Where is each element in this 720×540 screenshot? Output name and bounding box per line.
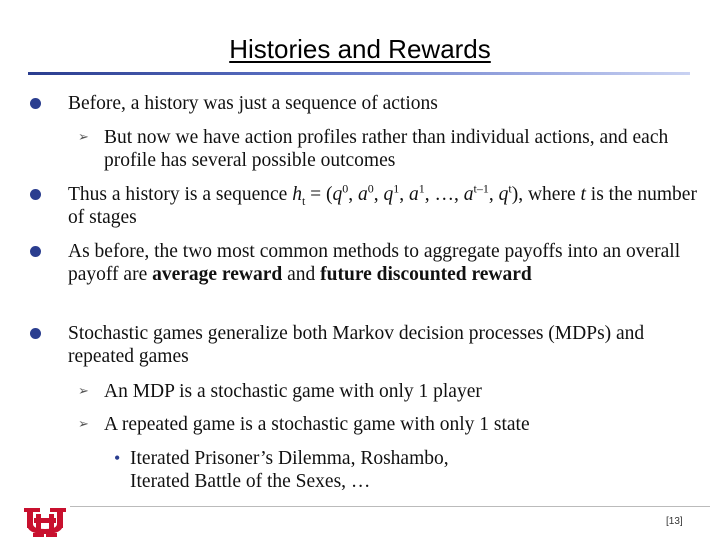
math-sup: t–1 <box>473 181 489 196</box>
math-q1: q <box>383 184 394 205</box>
math-sup: 0 <box>342 181 349 196</box>
bullet-history-before <box>68 92 698 115</box>
bullet-dot <box>30 328 41 339</box>
bullet-history-sequence <box>68 183 698 229</box>
small-bullet-icon: • <box>114 448 121 468</box>
bullet-dot <box>30 246 41 257</box>
bullet-stochastic-games <box>68 322 698 368</box>
subbullet-action-profiles <box>78 126 694 172</box>
math-part: ), where <box>511 184 581 205</box>
bullet-text-part: Thus a history is a sequence <box>68 184 293 205</box>
math-sep: , <box>373 184 384 205</box>
math-sup: 0 <box>367 181 374 196</box>
subbullet-repeated-game <box>78 413 694 436</box>
arrow-bullet-icon: ➢ <box>78 384 89 399</box>
arrow-bullet-icon: ➢ <box>78 417 89 432</box>
bullet-text-part: As before, the two most common methods to aggregate payoffs into an overall payoff are <box>68 241 681 285</box>
subsubbullet-text: Iterated Prisoner’s Dilemma, Roshambo, Iterated Battle of the Sexes, … <box>130 448 449 492</box>
bullet-dot <box>30 189 41 200</box>
math-sub-t: t <box>301 193 306 208</box>
footer-divider <box>70 506 710 507</box>
bullet-aggregate-payoffs <box>68 240 698 286</box>
term-future-discounted-reward: future discounted reward <box>320 264 532 285</box>
math-part: = ( <box>305 184 333 205</box>
bullet-text-part: is the number of stages <box>68 184 697 228</box>
math-h: h <box>292 184 302 205</box>
bullet-text: Stochastic games generalize both Markov decision processes (MDPs) and repeated games <box>68 323 645 367</box>
slide-title: Histories and Rewards <box>229 34 491 64</box>
math-sep: , <box>488 184 499 205</box>
bullet-text: Before, a history was just a sequence of actions <box>68 93 438 114</box>
uh-logo-icon <box>22 506 68 538</box>
math-sep: , <box>399 184 410 205</box>
math-qt: q <box>498 184 509 205</box>
subbullet-mdp <box>78 380 694 403</box>
subsubbullet-examples <box>114 447 510 493</box>
math-a1: a <box>409 184 419 205</box>
arrow-bullet-icon: ➢ <box>78 130 89 145</box>
math-sep: , <box>348 184 359 205</box>
subbullet-text: But now we have action profiles rather than individual actions, and each profile has several possible outcomes <box>104 127 669 171</box>
math-sup: t <box>508 181 512 196</box>
math-sep: , …, <box>424 184 464 205</box>
math-at: a <box>463 184 474 205</box>
bullet-text-part: and <box>282 264 321 285</box>
math-sup: 1 <box>393 181 400 196</box>
subbullet-text: A repeated game is a stochastic game with only 1 state <box>104 414 530 435</box>
math-sup: 1 <box>418 181 425 196</box>
term-average-reward: average reward <box>152 264 283 285</box>
math-q0: q <box>332 184 343 205</box>
page-number: [13] <box>666 516 683 527</box>
math-t: t <box>580 184 586 205</box>
math-a0: a <box>358 184 368 205</box>
subbullet-text: An MDP is a stochastic game with only 1 player <box>104 381 482 402</box>
bullet-dot <box>30 98 41 109</box>
